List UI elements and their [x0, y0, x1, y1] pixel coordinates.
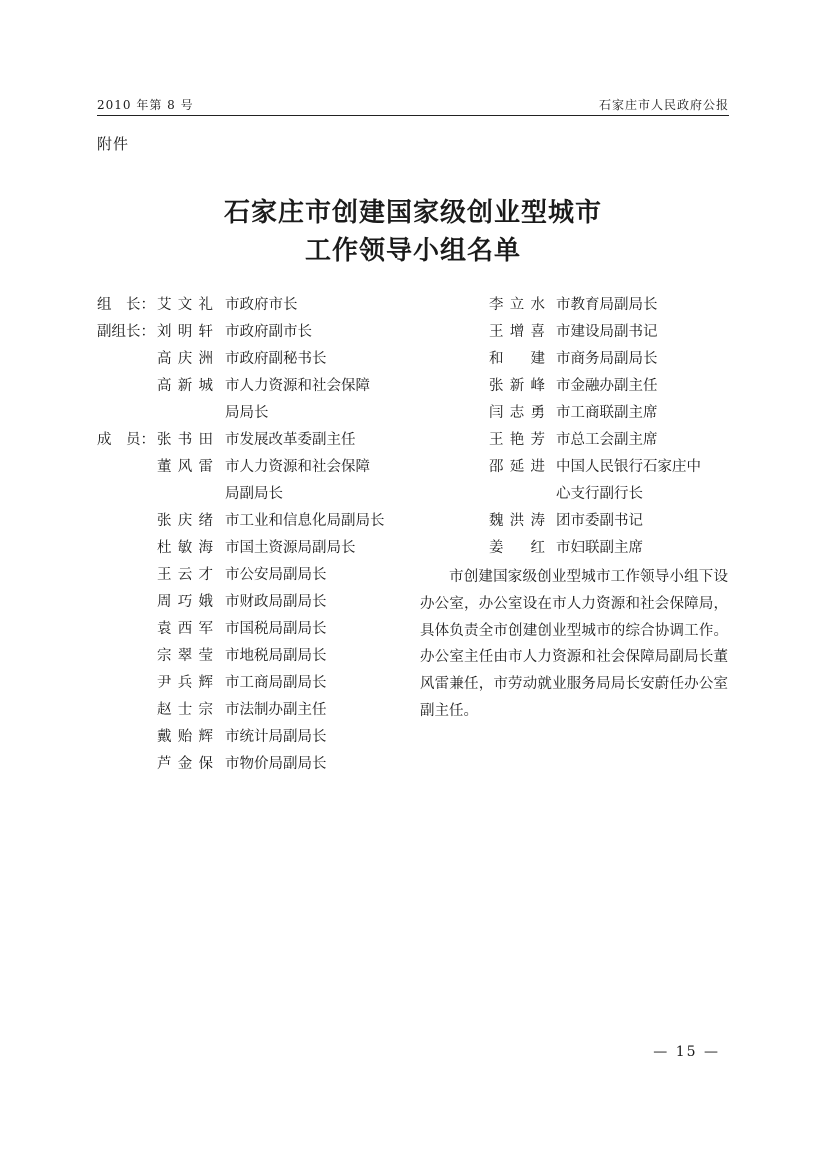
member-name: 高庆洲 — [157, 351, 213, 367]
member-position: 市教育局副局长 — [556, 297, 658, 313]
role-label: 组 长： — [97, 297, 155, 313]
member-position: 市人力资源和社会保障 — [225, 378, 370, 394]
member-name: 姜 红 — [489, 540, 545, 556]
member-name: 王云才 — [157, 567, 213, 583]
member-position: 市政府市长 — [225, 297, 298, 313]
member-position: 团市委副书记 — [556, 513, 643, 529]
member-name: 戴贻辉 — [157, 729, 213, 745]
member-position: 市工业和信息化局副局长 — [225, 513, 385, 529]
member-position: 市财政局副局长 — [225, 594, 327, 610]
member-position-cont: 局局长 — [225, 405, 269, 421]
title-line-2: 工作领导小组名单 — [304, 236, 521, 266]
member-name: 袁西军 — [157, 621, 213, 637]
member-name: 刘明轩 — [157, 324, 213, 340]
member-position: 市国税局副局长 — [225, 621, 327, 637]
member-position: 市地税局副局长 — [225, 648, 327, 664]
office-note-paragraph: 市创建国家级创业型城市工作领导小组下设办公室，办公室设在市人力资源和社会保障局，具体负责全市创建创业型城市的综合协调工作。办公室主任由市人力资源和社会保障局副局长董风雷兼任，市劳动就业服务局局长安蔚任办公室副主任。 — [420, 569, 728, 719]
member-position: 中国人民银行石家庄中 — [556, 459, 701, 475]
member-position: 市统计局副局长 — [225, 729, 327, 745]
member-name: 芦金保 — [157, 756, 213, 772]
page-number-text: — 15 — — [653, 1044, 720, 1060]
publication-name: 石家庄市人民政府公报 — [598, 98, 729, 112]
role-label: 副组长： — [97, 324, 155, 340]
member-name: 赵士宗 — [157, 702, 213, 718]
member-position: 市国土资源局副局长 — [225, 540, 356, 556]
member-name: 张书田 — [157, 432, 213, 448]
member-position: 市物价局副局长 — [225, 756, 327, 772]
member-name: 王增喜 — [489, 324, 545, 340]
member-name: 高新城 — [157, 378, 213, 394]
member-position: 市工商局副局长 — [225, 675, 327, 691]
member-position: 市人力资源和社会保障 — [225, 459, 370, 475]
attachment-label: 附件 — [97, 135, 130, 153]
member-position: 市金融办副主任 — [556, 378, 658, 394]
member-position: 市法制办副主任 — [225, 702, 327, 718]
header-rule — [97, 115, 729, 116]
member-name: 邵延进 — [489, 459, 545, 475]
issue-number: 2010 年第 8 号 — [97, 98, 194, 112]
member-name: 李立水 — [489, 297, 545, 313]
member-position: 市工商联副主席 — [556, 405, 658, 421]
member-position-cont: 局副局长 — [225, 486, 283, 502]
member-name: 艾文礼 — [157, 297, 213, 313]
member-name: 张新峰 — [489, 378, 545, 394]
member-position: 市建设局副书记 — [556, 324, 658, 340]
member-position: 市政府副市长 — [225, 324, 312, 340]
member-name: 周巧娥 — [157, 594, 213, 610]
member-name: 宗翠莹 — [157, 648, 213, 664]
page-number — [0, 1044, 826, 1060]
title-line-1: 石家庄市创建国家级创业型城市 — [223, 198, 602, 228]
member-position: 市政府副秘书长 — [225, 351, 327, 367]
member-position: 市公安局副局长 — [225, 567, 327, 583]
member-name: 杜敏海 — [157, 540, 213, 556]
member-position-cont: 心支行副行长 — [556, 486, 643, 502]
member-position: 市总工会副主席 — [556, 432, 658, 448]
member-name: 和 建 — [489, 351, 545, 367]
member-position: 市妇联副主席 — [556, 540, 643, 556]
member-name: 董风雷 — [157, 459, 213, 475]
member-name: 张庆绪 — [157, 513, 213, 529]
role-label: 成 员： — [97, 432, 155, 448]
member-name: 尹兵辉 — [157, 675, 213, 691]
member-position: 市商务局副局长 — [556, 351, 658, 367]
member-name: 闫志勇 — [489, 405, 545, 421]
member-position: 市发展改革委副主任 — [225, 432, 356, 448]
member-name: 王艳芳 — [489, 432, 545, 448]
member-name: 魏洪涛 — [489, 513, 545, 529]
